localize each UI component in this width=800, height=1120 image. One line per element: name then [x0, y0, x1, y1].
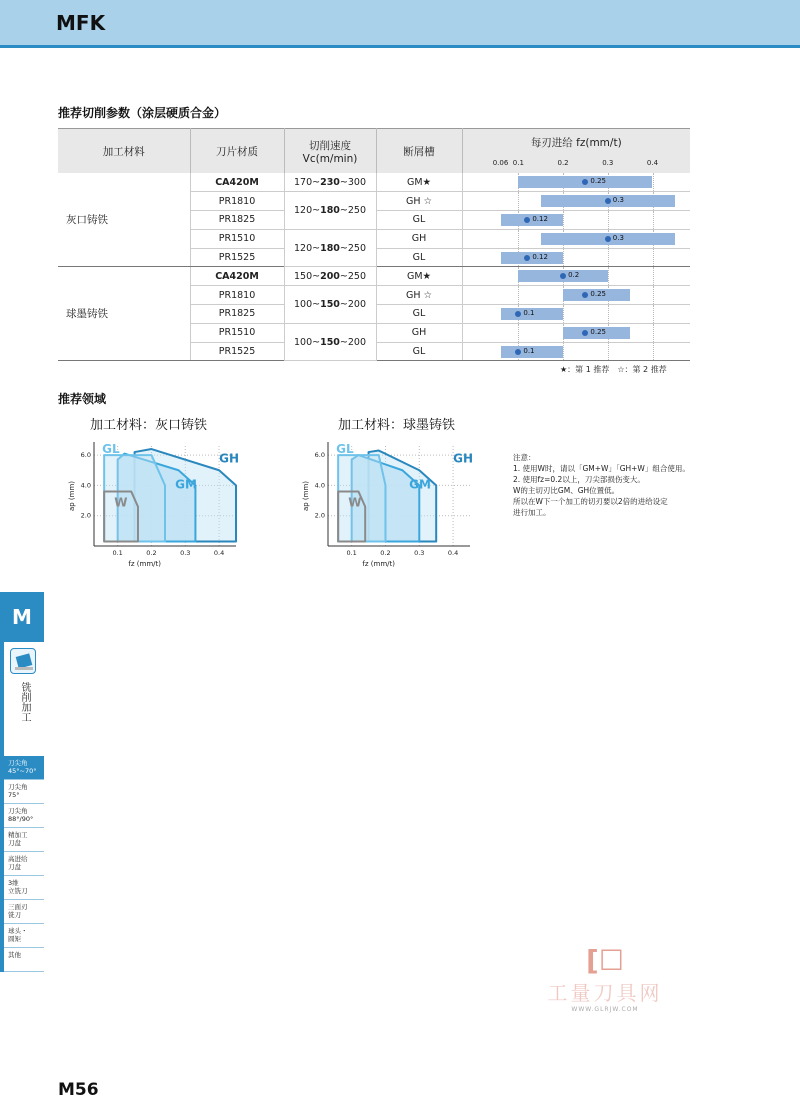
range-chart-ductile: [300, 436, 480, 572]
feed-range-cell: [462, 267, 690, 286]
feed-gridline: [653, 267, 654, 285]
watermark-logo-icon: [☐: [586, 944, 624, 977]
feed-gridline: [653, 305, 654, 323]
y-tick-label: 4.0: [80, 481, 91, 490]
grade-cell: PR1510: [190, 229, 284, 248]
feed-gridline: [518, 324, 519, 342]
chipbreaker-cell: GH: [376, 229, 462, 248]
x-tick-label: 0.4: [213, 549, 225, 557]
section-title-params: 推荐切削参数（涂层硬质合金）: [58, 106, 227, 120]
speed-part: 100~: [293, 299, 321, 311]
cutting-params-table: [58, 128, 690, 361]
speed-part: 230: [320, 176, 340, 188]
recommended-feed-dot: [605, 236, 611, 242]
recommended-feed-dot: [515, 311, 521, 317]
y-tick-label: 6.0: [314, 451, 325, 460]
feed-range-bar: [563, 289, 630, 301]
x-tick-label: 0.3: [180, 549, 191, 557]
feed-range-cell: [462, 286, 690, 305]
speed-part: ~250: [339, 270, 367, 282]
chipbreaker-cell: GL: [376, 211, 462, 230]
grade-cell: PR1525: [190, 342, 284, 361]
x-tick-label: 0.4: [447, 549, 459, 557]
speed-part: 100~: [293, 336, 321, 348]
header-grade: 刀片材质: [190, 129, 284, 174]
header-speed-line1: 切削速度: [309, 139, 351, 152]
feed-gridline: [653, 249, 654, 267]
feed-range-cell: [462, 305, 690, 324]
speed-cell: [284, 323, 376, 361]
table-row: [58, 267, 690, 286]
range-chart-gray: [66, 436, 246, 572]
y-axis-label: ap (mm): [68, 480, 76, 512]
x-tick-label: 0.2: [380, 549, 391, 557]
header-speed: [284, 129, 376, 174]
chipbreaker-cell: GH ☆: [376, 192, 462, 211]
y-tick-label: 2.0: [314, 511, 325, 520]
speed-cell: [284, 267, 376, 286]
y-tick-label: 2.0: [80, 511, 91, 520]
feed-range-bar: [541, 233, 675, 245]
chart-title-gray: 加工材料：灰口铸铁: [90, 418, 208, 433]
series-label-gh: GH: [219, 451, 240, 466]
feed-gridline: [653, 343, 654, 361]
material-cell: 球墨铸铁: [58, 267, 190, 361]
speed-cell: [284, 229, 376, 267]
feed-range-bar: [518, 176, 652, 188]
recommended-feed-label: 0.25: [590, 177, 607, 185]
feed-range-cell: [462, 342, 690, 361]
feed-range-bar: [501, 252, 564, 264]
feed-range-cell: [462, 173, 690, 192]
recommended-feed-dot: [582, 179, 588, 185]
speed-cell: [284, 173, 376, 192]
feed-tick-label: 0.06: [492, 159, 509, 167]
header-feed-title: 每刃进给 fz(mm/t): [530, 137, 622, 149]
chart-title-ductile: 加工材料：球墨铸铁: [338, 418, 456, 433]
grade-cell: PR1810: [190, 192, 284, 211]
note-line: 所以在W下一个加工的切刃要以2倍的进给设定: [513, 497, 668, 506]
series-label-gm: GM: [409, 477, 431, 492]
feed-tick-label: 0.4: [646, 159, 659, 167]
feed-range-bar: [501, 308, 564, 320]
table-row: [58, 173, 690, 192]
recommended-feed-label: 0.1: [523, 309, 535, 318]
feed-gridline: [653, 324, 654, 342]
side-nav-item[interactable]: 球头・ 圆矩: [4, 924, 44, 948]
chipbreaker-cell: GL: [376, 305, 462, 324]
series-label-gh: GH: [453, 451, 474, 466]
recommended-feed-label: 0.12: [532, 215, 548, 224]
watermark-url: WWW.GLRJW.COM: [571, 1006, 639, 1013]
side-nav-item[interactable]: 三面刃 铣刀: [4, 900, 44, 924]
series-label-gl: GL: [336, 441, 354, 456]
notes: [513, 452, 690, 518]
grade-cell: PR1825: [190, 211, 284, 230]
feed-gridline: [563, 211, 564, 229]
feed-tick-label: 0.2: [557, 159, 569, 167]
speed-cell: [284, 286, 376, 324]
side-label: 铣削加工: [19, 682, 30, 722]
notes-title: 注意：: [513, 453, 536, 462]
recommended-feed-label: 0.2: [568, 271, 580, 280]
speed-part: ~300: [339, 176, 367, 188]
side-nav-item[interactable]: 3维 立铣刀: [4, 876, 44, 900]
speed-part: 150~: [293, 270, 321, 282]
chipbreaker-cell: GM★: [376, 173, 462, 192]
feed-range-bar: [518, 270, 607, 282]
feed-range-bar: [541, 195, 675, 207]
chipbreaker-cell: GH ☆: [376, 286, 462, 305]
note-line: 1. 使用W时，请以「GM+W」「GH+W」组合使用。: [513, 464, 690, 473]
feed-gridline: [653, 286, 654, 304]
page-header: [0, 0, 800, 48]
feed-range-cell: [462, 248, 690, 267]
feed-gridline: [608, 305, 609, 323]
page-title: MFK: [56, 11, 106, 35]
side-nav-item[interactable]: 精加工 刀盘: [4, 828, 44, 852]
watermark: [540, 944, 670, 1013]
recommended-feed-dot: [515, 349, 521, 355]
recommended-feed-label: 0.12: [532, 252, 548, 261]
y-tick-label: 6.0: [80, 451, 91, 460]
feed-range-cell: [462, 192, 690, 211]
feed-gridline: [563, 249, 564, 267]
material-cell: 灰口铸铁: [58, 173, 190, 267]
recommended-feed-dot: [582, 330, 588, 336]
series-label-gm: GM: [175, 477, 197, 492]
feed-gridline: [608, 211, 609, 229]
series-label-w: W: [348, 495, 362, 510]
side-nav-item[interactable]: 刀尖角 88°/90°: [4, 804, 44, 828]
chipbreaker-cell: GH: [376, 323, 462, 342]
header-speed-line2: Vc(m/min): [302, 152, 358, 165]
feed-gridline: [518, 230, 519, 248]
grade-cell: PR1825: [190, 305, 284, 324]
recommended-feed-label: 0.25: [590, 290, 607, 299]
series-label-gl: GL: [102, 441, 120, 456]
speed-part: ~200: [339, 299, 367, 311]
feed-gridline: [653, 211, 654, 229]
table-header-row: [58, 129, 690, 174]
x-axis-label: fz (mm/t): [362, 560, 396, 568]
feed-gridline: [608, 343, 609, 361]
recommended-feed-label: 0.3: [612, 233, 624, 242]
grade-cell: CA420M: [190, 173, 284, 192]
x-tick-label: 0.3: [414, 549, 425, 557]
speed-part: 180: [320, 242, 340, 254]
recommended-feed-dot: [524, 255, 530, 261]
speed-part: 170~: [293, 176, 321, 188]
x-axis-label: fz (mm/t): [128, 560, 162, 568]
speed-cell: [284, 192, 376, 230]
side-nav-item[interactable]: 其他: [4, 948, 44, 972]
recommended-feed-dot: [524, 217, 530, 223]
note-line: 2. 使用fz=0.2以上，刀尖部损伤变大。: [513, 475, 645, 484]
speed-part: 200: [320, 270, 340, 282]
speed-part: ~250: [339, 242, 367, 254]
recommended-feed-dot: [605, 198, 611, 204]
feed-gridline: [653, 173, 654, 191]
header-material: 加工材料: [58, 129, 190, 174]
watermark-text: 工量刀具网: [547, 981, 663, 1005]
feed-tick-label: 0.1: [512, 159, 524, 167]
side-nav: [4, 756, 44, 972]
table-legend: ★：第 1 推荐 ☆：第 2 推荐: [560, 365, 667, 374]
feed-range-cell: [462, 323, 690, 342]
y-tick-label: 4.0: [314, 481, 325, 490]
x-tick-label: 0.1: [112, 549, 123, 557]
x-tick-label: 0.2: [146, 549, 157, 557]
chipbreaker-cell: GM★: [376, 267, 462, 286]
recommended-feed-label: 0.3: [612, 196, 624, 205]
feed-range-bar: [501, 346, 564, 358]
note-line: 进行加工。: [513, 508, 551, 517]
feed-range-cell: [462, 211, 690, 230]
side-nav-item[interactable]: 高进给 刀盘: [4, 852, 44, 876]
recommended-feed-label: 0.25: [590, 327, 607, 336]
feed-gridline: [563, 343, 564, 361]
y-axis-label: ap (mm): [302, 480, 310, 512]
feed-gridline: [608, 249, 609, 267]
grade-cell: PR1525: [190, 248, 284, 267]
side-nav-item[interactable]: 刀尖角 45°~70°: [4, 756, 44, 780]
feed-range-bar: [501, 214, 564, 226]
header-feed: [462, 129, 690, 174]
chipbreaker-cell: GL: [376, 248, 462, 267]
feed-gridline: [608, 267, 609, 285]
feed-range-cell: [462, 229, 690, 248]
speed-part: 180: [320, 205, 340, 217]
speed-part: ~250: [339, 205, 367, 217]
note-line: W的主切刃比GM、GH位置低。: [513, 486, 620, 495]
speed-part: 120~: [293, 242, 321, 254]
feed-gridline: [563, 305, 564, 323]
speed-part: 120~: [293, 205, 321, 217]
header-chipbreaker: 断屑槽: [376, 129, 462, 174]
x-tick-label: 0.1: [346, 549, 357, 557]
recommended-feed-dot: [560, 273, 566, 279]
section-tab-m[interactable]: M: [0, 592, 44, 642]
feed-gridline: [518, 192, 519, 210]
speed-part: ~200: [339, 336, 367, 348]
recommended-feed-dot: [582, 292, 588, 298]
speed-part: 150: [320, 336, 340, 348]
page-number: M56: [58, 1080, 99, 1100]
feed-tick-label: 0.3: [602, 159, 614, 167]
grade-cell: PR1810: [190, 286, 284, 305]
speed-part: 150: [320, 299, 340, 311]
grade-cell: CA420M: [190, 267, 284, 286]
grade-cell: PR1510: [190, 323, 284, 342]
milling-insert-icon: [10, 648, 36, 674]
section-title-range: 推荐领域: [58, 392, 107, 406]
side-nav-item[interactable]: 刀尖角 75°: [4, 780, 44, 804]
series-label-w: W: [114, 495, 128, 510]
chipbreaker-cell: GL: [376, 342, 462, 361]
feed-range-bar: [563, 327, 630, 339]
recommended-feed-label: 0.1: [523, 346, 535, 355]
feed-gridline: [518, 286, 519, 304]
